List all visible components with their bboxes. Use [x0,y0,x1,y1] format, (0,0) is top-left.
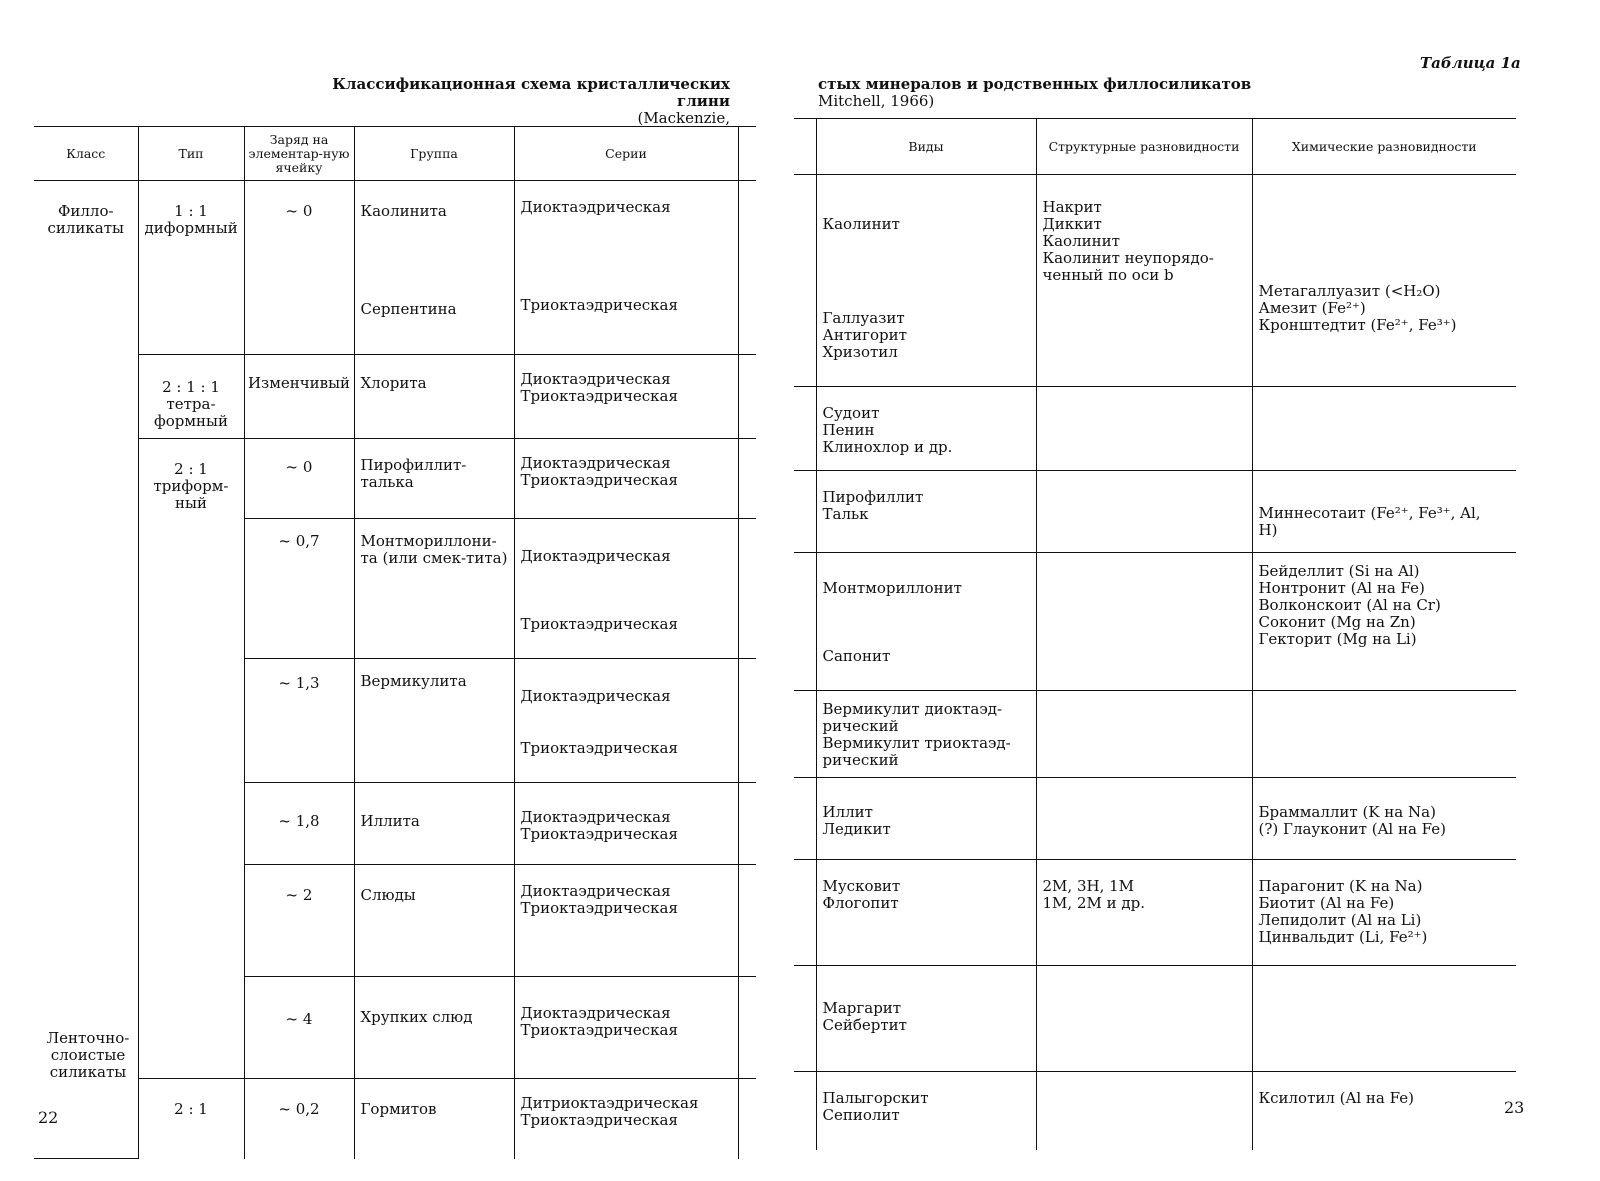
species-saponite: Сапонит [822,647,891,665]
group-cell: Иллита [354,783,514,865]
series-cell [514,519,738,659]
species-montmorillonite: Монтмориллонит [822,579,962,597]
series-cell: Диоктаэдрическая Триоктаэдрическая [514,865,738,977]
series-cell: Диоктаэдрическая Триоктаэдрическая [514,439,738,519]
charge-cell: ~ 4 [244,977,354,1079]
charge-cell: Изменчивый [244,355,354,439]
header-charge: Заряд на элементар-ную ячейку [244,127,354,181]
chemical-cell: Миннесотаит (Fe²⁺, Fe³⁺, Al, H) [1252,471,1516,553]
header-chemical: Химические разновидности [1252,119,1516,175]
species-serpentine-group: Галлуазит Антигорит Хризотил [822,309,907,361]
class-ribbon-silicates: Ленточно-слоистые силикаты [38,1030,138,1081]
series-cell: Диоктаэдрическая [514,181,738,271]
chemical-cell [1252,387,1516,471]
series-trioctahedral: Триоктаэдрическая [520,615,678,633]
type-2-1: 2 : 1 триформ-ный [138,439,244,1079]
species-cell: Вермикулит диоктаэд- рический Вермикулит триоктаэд- рический [816,691,1036,778]
species-cell: Маргарит Сейбертит [816,966,1036,1072]
series-cell: Диоктаэдрическая Триоктаэдрическая [514,355,738,439]
right-caption-title: стых минералов и родственных филлосиликатов [818,75,1252,93]
group-cell: Слюды [354,865,514,977]
group-cell: Хрупких слюд [354,977,514,1079]
structural-cell [1036,471,1252,553]
series-cell [514,659,738,783]
header-series: Серии [514,127,738,181]
group-cell: Монтмориллони-та (или смек-тита) [354,519,514,659]
charge-cell: ~ 0 [244,181,354,355]
table-label: Таблица 1а [1420,54,1521,72]
group-cell: Пирофиллит-талька [354,439,514,519]
header-class: Класс [34,127,138,181]
series-cell: Триоктаэдрическая [514,271,738,355]
charge-cell: ~ 0,7 [244,519,354,659]
chemical-cell [1252,691,1516,778]
group-cell: Каолинита [354,181,514,271]
structural-cell [1036,778,1252,860]
group-cell: Вермикулита [354,659,514,783]
structural-cell: Накрит Диккит Каолинит Каолинит неупорядо- ченный по оси b [1036,175,1252,387]
structural-cell [1036,1072,1252,1150]
group-cell: Серпентина [354,271,514,355]
type-2-1-1: 2 : 1 : 1 тетра-формный [138,355,244,439]
structural-cell [1036,387,1252,471]
series-dioctahedral: Диоктаэдрическая [520,547,671,565]
species-cell: Мусковит Флогопит [816,860,1036,966]
page-number-right: 23 [1504,1098,1525,1117]
group-cell: Хлорита [354,355,514,439]
left-caption-title: Классификационная схема кристаллических глини [332,75,730,110]
series-trioctahedral: Триоктаэдрическая [520,739,678,757]
species-cell: Иллит Ледикит [816,778,1036,860]
structural-cell [1036,966,1252,1072]
left-caption [300,76,730,127]
charge-cell: ~ 1,3 [244,659,354,783]
species-cell [816,553,1036,691]
header-type: Тип [138,127,244,181]
chemical-cell: Метагаллуазит (<H₂O) Амезит (Fe²⁺) Кронштедтит (Fe²⁺, Fe³⁺) [1252,175,1516,387]
chemical-cell: Парагонит (K на Na) Биотит (Al на Fe) Лепидолит (Al на Li) Цинвальдит (Li, Fe²⁺) [1252,860,1516,966]
charge-cell: ~ 0 [244,439,354,519]
species-cell: Пирофиллит Тальк [816,471,1036,553]
type-1-1: 1 : 1 диформный [138,181,244,355]
structural-cell: 2M, 3H, 1M 1M, 2M и др. [1036,860,1252,966]
species-cell: Палыгорскит Сепиолит [816,1072,1036,1150]
type-2-1-ribbon: 2 : 1 [138,1079,244,1159]
charge-cell: ~ 2 [244,865,354,977]
series-dioctahedral: Диоктаэдрическая [520,687,671,705]
structural-cell [1036,691,1252,778]
charge-cell: ~ 0,2 [244,1079,354,1159]
group-cell: Гормитов [354,1079,514,1159]
species-cell [816,175,1036,387]
header-group: Группа [354,127,514,181]
species-cell: Судоит Пенин Клинохлор и др. [816,387,1036,471]
right-page [800,0,1600,1181]
right-caption-citation: Mitchell, 1966) [818,92,935,110]
species-kaolinite: Каолинит [822,215,900,233]
header-structural: Структурные разновидности [1036,119,1252,175]
header-species: Виды [816,119,1036,175]
left-caption-citation: (Mackenzie, [637,109,730,127]
series-cell: Диоктаэдрическая Триоктаэдрическая [514,783,738,865]
class-phyllosilicates: Филло-силикаты [34,181,138,1159]
chemical-cell: Браммаллит (K на Na) (?) Глауконит (Al на Fe) [1252,778,1516,860]
right-caption [818,76,1318,110]
chemical-cell: Ксилотил (Al на Fe) [1252,1072,1516,1150]
page-number-left: 22 [38,1108,59,1127]
chemical-cell [1252,966,1516,1072]
series-cell: Диоктаэдрическая Триоктаэдрическая [514,977,738,1079]
left-classification-table [34,126,756,1159]
structural-cell [1036,553,1252,691]
chemical-cell: Бейделлит (Si на Al) Нонтронит (Al на Fe) Волконскоит (Al на Cr) Соконит (Mg на Zn) Гекторит (Mg на Li) [1252,553,1516,691]
right-species-table [794,118,1516,1150]
charge-cell: ~ 1,8 [244,783,354,865]
series-cell: Дитриоктаэдрическая Триоктаэдрическая [514,1079,738,1159]
